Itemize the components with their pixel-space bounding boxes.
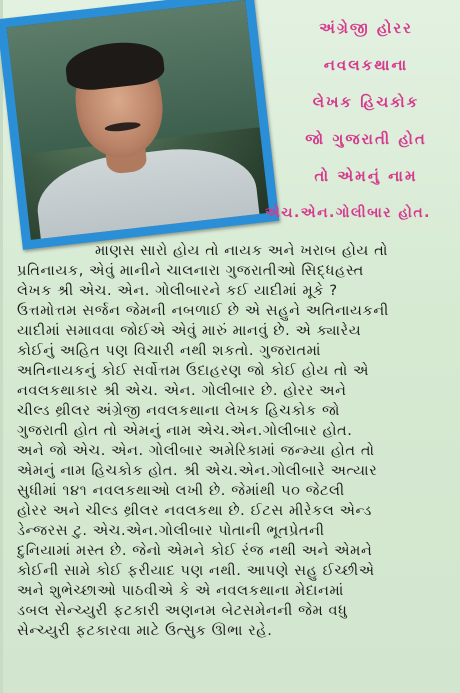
body-line: હોરર અને ચીલ્ડ થ્રીલર નવલકથા છે. ઈટસ મીરેકલ એન્ડ [17,503,372,519]
body-line: પ્રતિનાયક, એવું માનીને ચાલનારા ગુજરાતીઓ સિદ્ધહસ્ત [17,263,364,279]
body-line: નવલકથાકાર શ્રી એચ. એન. ગોલીબાર છે. હોરર અને [17,383,347,399]
author-photo [7,0,270,240]
body-line: અને જો એચ. એન. ગોલીબાર અમેરિકામાં જન્મ્યા હોત તો [17,443,375,459]
body-line: સુધીમાં ૧૪૧ નવલકથાઓ લખી છે. જેમાંથી ૫૦ જેટલી [17,483,345,499]
body-line: ડેન્જરસ ટુ. એચ.એન.ગોલીબાર પોતાની ભૂતપ્રેતની [17,523,325,539]
caption-line-4: જો ગુજરાતી હોત [305,130,427,148]
body-line: કોઈનું અહિત પણ વિચારી નથી શકતો. ગુજરાતમાં [17,343,322,359]
body-line: કોઈની સામે કોઈ ફરીયાદ પણ નથી. આપણે સહુ ઈચ્છીએ [17,563,375,579]
body-paragraph [17,241,457,641]
caption-block [265,10,459,232]
body-line: ગુજરાતી હોત તો એમનું નામ એચ.એન.ગોલીબાર હોત. [17,423,353,439]
caption-line-2: નવલકથાના [323,56,409,74]
body-line: યાદીમાં સમાવવા જોઈએ એવું મારું માનવું છે. એ ક્યારેય [17,323,362,339]
body-line: સેન્ચ્યુરી ફટકારવા માટે ઉત્સુક ઊભા રહે. [17,623,273,639]
body-line: અતિનાયકનું કોઈ સર્વોત્તમ ઉદાહરણ જો કોઈ હોય તો એ [17,363,369,379]
body-line: દુનિયામાં મસ્ત છે. જેનો એમને કોઈ રંજ નથી અને એમને [17,543,373,559]
body-line: એમનું નામ હિચકોક હોત. શ્રી એચ.એન.ગોલીબારે અત્યાર [17,463,378,479]
body-line: ઉત્તમોત્તમ સર્જન જેમની નબળાઈ છે એ સહુને અતિનાયકની [17,303,389,319]
body-line: અને શુભેચ્છાઓ પાઠવીએ કે એ નવલકથાના મેદાનમાં [17,583,344,599]
body-line: ડબલ સેન્ચ્યુરી ફટકારી અણનમ બેટસમેનની જેમ વધુ [17,603,348,619]
caption-line-3: લેખક હિચકોક [312,93,420,111]
body-line: માણસ સારો હોય તો નાયક અને ખરાબ હોય તો [95,243,388,259]
caption-line-6: એચ.એન.ગોલીબાર હોત. [265,205,431,221]
body-line: ચીલ્ડ થ્રીલર અંગ્રેજી નવલકથાના લેખક હિચકોક જો [17,403,340,419]
photo-shirt [32,140,264,240]
caption-line-1: અંગ્રેજી હોરર [319,19,413,37]
body-line: લેખક શ્રી એચ. એન. ગોલીબારને કઈ યાદીમાં મૂકે ? [17,283,338,299]
caption-line-5: તો એમનું નામ [314,167,418,185]
